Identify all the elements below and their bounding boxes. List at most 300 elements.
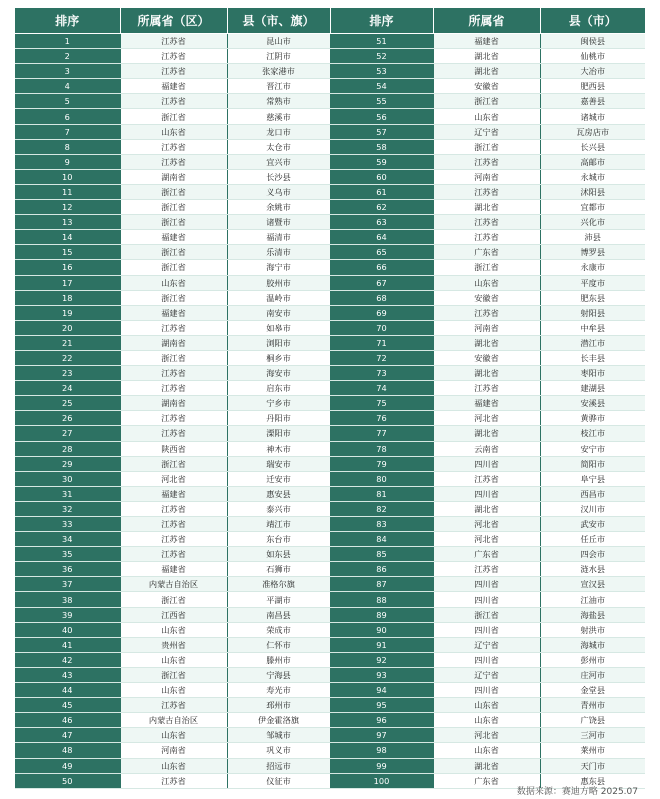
county-cell: 神木市: [227, 441, 330, 456]
county-cell: 永城市: [540, 169, 645, 184]
province-cell: 山东省: [433, 713, 540, 728]
province-cell: 江苏省: [120, 547, 227, 562]
rank-cell: 17: [15, 275, 120, 290]
data-source-note: 数据来源：赛迪方略 2025.07: [516, 787, 638, 797]
county-cell: 安溪县: [540, 396, 645, 411]
county-cell: 安宁市: [540, 441, 645, 456]
county-cell: 泰兴市: [227, 501, 330, 516]
table-row: [15, 562, 645, 577]
rank-cell: 89: [330, 607, 433, 622]
rank-cell: 80: [330, 471, 433, 486]
province-cell: 湖北省: [433, 426, 540, 441]
county-cell: 江阴市: [227, 49, 330, 64]
county-cell: 荣成市: [227, 622, 330, 637]
rank-cell: 58: [330, 139, 433, 154]
province-cell: 湖北省: [433, 49, 540, 64]
ranking-table-container: [15, 8, 645, 789]
county-cell: 青州市: [540, 698, 645, 713]
table-row: [15, 245, 645, 260]
table-row: [15, 139, 645, 154]
province-cell: 湖北省: [433, 64, 540, 79]
rank-cell: 22: [15, 350, 120, 365]
rank-cell: 54: [330, 79, 433, 94]
county-cell: 莱州市: [540, 743, 645, 758]
county-cell: 博罗县: [540, 245, 645, 260]
county-cell: 黄骅市: [540, 411, 645, 426]
rank-cell: 92: [330, 652, 433, 667]
county-cell: 邹城市: [227, 728, 330, 743]
county-cell: 宣汉县: [540, 577, 645, 592]
county-cell: 惠安县: [227, 486, 330, 501]
rank-cell: 56: [330, 109, 433, 124]
rank-cell: 100: [330, 773, 433, 788]
rank-cell: 3: [15, 64, 120, 79]
rank-cell: 50: [15, 773, 120, 788]
county-cell: 高邮市: [540, 154, 645, 169]
province-cell: 福建省: [433, 396, 540, 411]
province-cell: 浙江省: [433, 139, 540, 154]
province-cell: 福建省: [120, 79, 227, 94]
rank-cell: 18: [15, 290, 120, 305]
rank-cell: 53: [330, 64, 433, 79]
province-cell: 江苏省: [120, 426, 227, 441]
county-cell: 靖江市: [227, 517, 330, 532]
province-cell: 河北省: [433, 728, 540, 743]
table-row: [15, 200, 645, 215]
table-row: [15, 652, 645, 667]
rank-cell: 60: [330, 169, 433, 184]
province-cell: 河北省: [433, 411, 540, 426]
rank-cell: 69: [330, 305, 433, 320]
province-cell: 浙江省: [120, 592, 227, 607]
header-county-right: 县（市）: [540, 8, 645, 34]
rank-cell: 1: [15, 34, 120, 49]
county-cell: 寿光市: [227, 683, 330, 698]
table-row: [15, 396, 645, 411]
county-cell: 张家港市: [227, 64, 330, 79]
rank-cell: 88: [330, 592, 433, 607]
province-cell: 江苏省: [433, 230, 540, 245]
county-cell: 慈溪市: [227, 109, 330, 124]
province-cell: 山东省: [120, 758, 227, 773]
table-row: [15, 335, 645, 350]
table-row: [15, 230, 645, 245]
county-cell: 如皋市: [227, 320, 330, 335]
county-cell: 邳州市: [227, 698, 330, 713]
province-cell: 山东省: [433, 698, 540, 713]
province-cell: 河南省: [120, 743, 227, 758]
county-cell: 西昌市: [540, 486, 645, 501]
county-cell: 胶州市: [227, 275, 330, 290]
province-cell: 江西省: [120, 607, 227, 622]
county-cell: 宁乡市: [227, 396, 330, 411]
table-row: [15, 547, 645, 562]
county-cell: 长沙县: [227, 169, 330, 184]
county-cell: 义乌市: [227, 184, 330, 199]
rank-cell: 97: [330, 728, 433, 743]
header-province-right: 所属省: [433, 8, 540, 34]
table-row: [15, 577, 645, 592]
rank-cell: 52: [330, 49, 433, 64]
county-cell: 丹阳市: [227, 411, 330, 426]
province-cell: 山东省: [120, 275, 227, 290]
table-row: [15, 637, 645, 652]
rank-cell: 49: [15, 758, 120, 773]
county-cell: 招远市: [227, 758, 330, 773]
table-row: [15, 350, 645, 365]
table-row: [15, 411, 645, 426]
rank-cell: 71: [330, 335, 433, 350]
county-cell: 宜兴市: [227, 154, 330, 169]
province-cell: 福建省: [120, 562, 227, 577]
county-cell: 海盐县: [540, 607, 645, 622]
county-cell: 晋江市: [227, 79, 330, 94]
header-rank-left: 排序: [15, 8, 120, 34]
province-cell: 安徽省: [433, 290, 540, 305]
rank-cell: 34: [15, 532, 120, 547]
county-cell: 海宁市: [227, 260, 330, 275]
county-cell: 射阳县: [540, 305, 645, 320]
rank-cell: 82: [330, 501, 433, 516]
rank-cell: 95: [330, 698, 433, 713]
province-cell: 浙江省: [120, 290, 227, 305]
rank-cell: 11: [15, 184, 120, 199]
rank-cell: 48: [15, 743, 120, 758]
county-cell: 仪征市: [227, 773, 330, 788]
county-cell: 沭阳县: [540, 184, 645, 199]
province-cell: 山东省: [433, 743, 540, 758]
table-row: [15, 728, 645, 743]
rank-cell: 75: [330, 396, 433, 411]
province-cell: 福建省: [120, 305, 227, 320]
province-cell: 江苏省: [433, 154, 540, 169]
province-cell: 江苏省: [120, 532, 227, 547]
rank-cell: 6: [15, 109, 120, 124]
county-cell: 建湖县: [540, 381, 645, 396]
county-cell: 平度市: [540, 275, 645, 290]
rank-cell: 2: [15, 49, 120, 64]
rank-cell: 90: [330, 622, 433, 637]
province-cell: 四川省: [433, 592, 540, 607]
table-row: [15, 683, 645, 698]
province-cell: 江苏省: [120, 366, 227, 381]
province-cell: 江苏省: [120, 517, 227, 532]
rank-cell: 81: [330, 486, 433, 501]
table-row: [15, 667, 645, 682]
county-cell: 金堂县: [540, 683, 645, 698]
county-cell: 三河市: [540, 728, 645, 743]
county-cell: 兴化市: [540, 215, 645, 230]
province-cell: 辽宁省: [433, 124, 540, 139]
rank-cell: 70: [330, 320, 433, 335]
rank-cell: 16: [15, 260, 120, 275]
table-row: [15, 94, 645, 109]
table-row: [15, 34, 645, 49]
province-cell: 四川省: [433, 652, 540, 667]
province-cell: 山东省: [120, 652, 227, 667]
province-cell: 辽宁省: [433, 637, 540, 652]
county-cell: 长兴县: [540, 139, 645, 154]
table-row: [15, 532, 645, 547]
province-cell: 浙江省: [120, 184, 227, 199]
province-cell: 湖北省: [433, 200, 540, 215]
rank-cell: 8: [15, 139, 120, 154]
rank-cell: 67: [330, 275, 433, 290]
province-cell: 江苏省: [433, 381, 540, 396]
province-cell: 江苏省: [120, 94, 227, 109]
rank-cell: 40: [15, 622, 120, 637]
province-cell: 江苏省: [433, 562, 540, 577]
county-cell: 昆山市: [227, 34, 330, 49]
rank-cell: 68: [330, 290, 433, 305]
province-cell: 浙江省: [433, 607, 540, 622]
county-cell: 任丘市: [540, 532, 645, 547]
rank-cell: 32: [15, 501, 120, 516]
county-cell: 如东县: [227, 547, 330, 562]
rank-cell: 45: [15, 698, 120, 713]
province-cell: 湖南省: [120, 335, 227, 350]
province-cell: 湖北省: [433, 366, 540, 381]
county-cell: 枣阳市: [540, 366, 645, 381]
province-cell: 浙江省: [120, 350, 227, 365]
county-cell: 大冶市: [540, 64, 645, 79]
county-cell: 浏阳市: [227, 335, 330, 350]
table-row: [15, 486, 645, 501]
rank-cell: 28: [15, 441, 120, 456]
county-cell: 嘉善县: [540, 94, 645, 109]
province-cell: 江苏省: [433, 184, 540, 199]
province-cell: 广东省: [433, 547, 540, 562]
province-cell: 江苏省: [120, 139, 227, 154]
rank-cell: 44: [15, 683, 120, 698]
province-cell: 湖北省: [433, 335, 540, 350]
table-row: [15, 622, 645, 637]
province-cell: 河南省: [433, 169, 540, 184]
county-cell: 沛县: [540, 230, 645, 245]
province-cell: 山东省: [433, 109, 540, 124]
rank-cell: 39: [15, 607, 120, 622]
rank-cell: 35: [15, 547, 120, 562]
province-cell: 云南省: [433, 441, 540, 456]
province-cell: 浙江省: [120, 667, 227, 682]
header-row: [15, 8, 645, 34]
county-cell: 滕州市: [227, 652, 330, 667]
header-county-left: 县（市、旗）: [227, 8, 330, 34]
table-row: [15, 109, 645, 124]
province-cell: 江苏省: [120, 773, 227, 788]
rank-cell: 74: [330, 381, 433, 396]
table-row: [15, 517, 645, 532]
county-cell: 迁安市: [227, 471, 330, 486]
rank-cell: 23: [15, 366, 120, 381]
province-cell: 河北省: [433, 517, 540, 532]
rank-cell: 78: [330, 441, 433, 456]
rank-cell: 15: [15, 245, 120, 260]
province-cell: 四川省: [433, 683, 540, 698]
table-row: [15, 366, 645, 381]
province-cell: 四川省: [433, 577, 540, 592]
county-cell: 南安市: [227, 305, 330, 320]
province-cell: 江苏省: [120, 34, 227, 49]
table-row: [15, 441, 645, 456]
rank-cell: 99: [330, 758, 433, 773]
province-cell: 河北省: [120, 471, 227, 486]
table-row: [15, 305, 645, 320]
county-cell: 惠东县: [540, 773, 645, 788]
county-cell: 射洪市: [540, 622, 645, 637]
county-cell: 南昌县: [227, 607, 330, 622]
county-cell: 常熟市: [227, 94, 330, 109]
province-cell: 内蒙古自治区: [120, 577, 227, 592]
rank-cell: 36: [15, 562, 120, 577]
province-cell: 湖北省: [433, 758, 540, 773]
county-cell: 龙口市: [227, 124, 330, 139]
county-cell: 仁怀市: [227, 637, 330, 652]
table-row: [15, 713, 645, 728]
county-cell: 准格尔旗: [227, 577, 330, 592]
rank-cell: 57: [330, 124, 433, 139]
county-cell: 简阳市: [540, 456, 645, 471]
county-cell: 枝江市: [540, 426, 645, 441]
rank-cell: 42: [15, 652, 120, 667]
rank-cell: 25: [15, 396, 120, 411]
province-cell: 四川省: [433, 622, 540, 637]
province-cell: 山东省: [120, 124, 227, 139]
rank-cell: 85: [330, 547, 433, 562]
province-cell: 福建省: [433, 34, 540, 49]
county-cell: 彭州市: [540, 652, 645, 667]
table-row: [15, 49, 645, 64]
province-cell: 贵州省: [120, 637, 227, 652]
county-cell: 温岭市: [227, 290, 330, 305]
rank-cell: 7: [15, 124, 120, 139]
province-cell: 湖北省: [433, 501, 540, 516]
county-cell: 武安市: [540, 517, 645, 532]
table-row: [15, 471, 645, 486]
rank-cell: 14: [15, 230, 120, 245]
rank-cell: 10: [15, 169, 120, 184]
rank-cell: 31: [15, 486, 120, 501]
province-cell: 山东省: [120, 728, 227, 743]
province-cell: 广东省: [433, 245, 540, 260]
province-cell: 江苏省: [120, 381, 227, 396]
county-cell: 瑞安市: [227, 456, 330, 471]
rank-cell: 79: [330, 456, 433, 471]
county-cell: 天门市: [540, 758, 645, 773]
rank-cell: 96: [330, 713, 433, 728]
province-cell: 浙江省: [120, 456, 227, 471]
province-cell: 江苏省: [120, 698, 227, 713]
county-cell: 石狮市: [227, 562, 330, 577]
rank-cell: 9: [15, 154, 120, 169]
rank-cell: 63: [330, 215, 433, 230]
province-cell: 浙江省: [433, 260, 540, 275]
county-cell: 潜江市: [540, 335, 645, 350]
table-row: [15, 290, 645, 305]
province-cell: 广东省: [433, 773, 540, 788]
rank-cell: 41: [15, 637, 120, 652]
rank-cell: 77: [330, 426, 433, 441]
table-row: [15, 184, 645, 199]
province-cell: 辽宁省: [433, 667, 540, 682]
rank-cell: 62: [330, 200, 433, 215]
province-cell: 江苏省: [120, 154, 227, 169]
rank-cell: 66: [330, 260, 433, 275]
rank-cell: 65: [330, 245, 433, 260]
table-row: [15, 215, 645, 230]
rank-cell: 76: [330, 411, 433, 426]
county-cell: 涟水县: [540, 562, 645, 577]
rank-cell: 38: [15, 592, 120, 607]
rank-cell: 12: [15, 200, 120, 215]
county-cell: 海安市: [227, 366, 330, 381]
county-cell: 广饶县: [540, 713, 645, 728]
table-row: [15, 426, 645, 441]
header-province-left: 所属省（区）: [120, 8, 227, 34]
rank-cell: 21: [15, 335, 120, 350]
county-cell: 闽侯县: [540, 34, 645, 49]
province-cell: 安徽省: [433, 350, 540, 365]
county-cell: 乐清市: [227, 245, 330, 260]
county-cell: 长丰县: [540, 350, 645, 365]
province-cell: 浙江省: [120, 200, 227, 215]
province-cell: 四川省: [433, 456, 540, 471]
table-row: [15, 320, 645, 335]
province-cell: 浙江省: [120, 260, 227, 275]
rank-cell: 91: [330, 637, 433, 652]
rank-cell: 24: [15, 381, 120, 396]
table-row: [15, 501, 645, 516]
rank-cell: 73: [330, 366, 433, 381]
county-cell: 余姚市: [227, 200, 330, 215]
county-cell: 诸城市: [540, 109, 645, 124]
table-row: [15, 169, 645, 184]
province-cell: 江苏省: [120, 64, 227, 79]
county-cell: 汉川市: [540, 501, 645, 516]
province-cell: 江苏省: [120, 501, 227, 516]
rank-cell: 43: [15, 667, 120, 682]
rank-cell: 72: [330, 350, 433, 365]
province-cell: 浙江省: [120, 109, 227, 124]
county-cell: 太仓市: [227, 139, 330, 154]
county-cell: 海城市: [540, 637, 645, 652]
province-cell: 山东省: [120, 683, 227, 698]
county-cell: 溧阳市: [227, 426, 330, 441]
county-ranking-table: [15, 8, 645, 789]
table-row: [15, 275, 645, 290]
county-cell: 瓦房店市: [540, 124, 645, 139]
rank-cell: 5: [15, 94, 120, 109]
county-cell: 阜宁县: [540, 471, 645, 486]
table-row: [15, 607, 645, 622]
county-cell: 宜都市: [540, 200, 645, 215]
rank-cell: 19: [15, 305, 120, 320]
county-cell: 巩义市: [227, 743, 330, 758]
county-cell: 庄河市: [540, 667, 645, 682]
rank-cell: 83: [330, 517, 433, 532]
table-row: [15, 456, 645, 471]
province-cell: 浙江省: [120, 245, 227, 260]
province-cell: 河南省: [433, 320, 540, 335]
province-cell: 湖南省: [120, 396, 227, 411]
table-row: [15, 260, 645, 275]
province-cell: 浙江省: [433, 94, 540, 109]
county-cell: 仙桃市: [540, 49, 645, 64]
rank-cell: 94: [330, 683, 433, 698]
rank-cell: 4: [15, 79, 120, 94]
table-row: [15, 124, 645, 139]
rank-cell: 47: [15, 728, 120, 743]
